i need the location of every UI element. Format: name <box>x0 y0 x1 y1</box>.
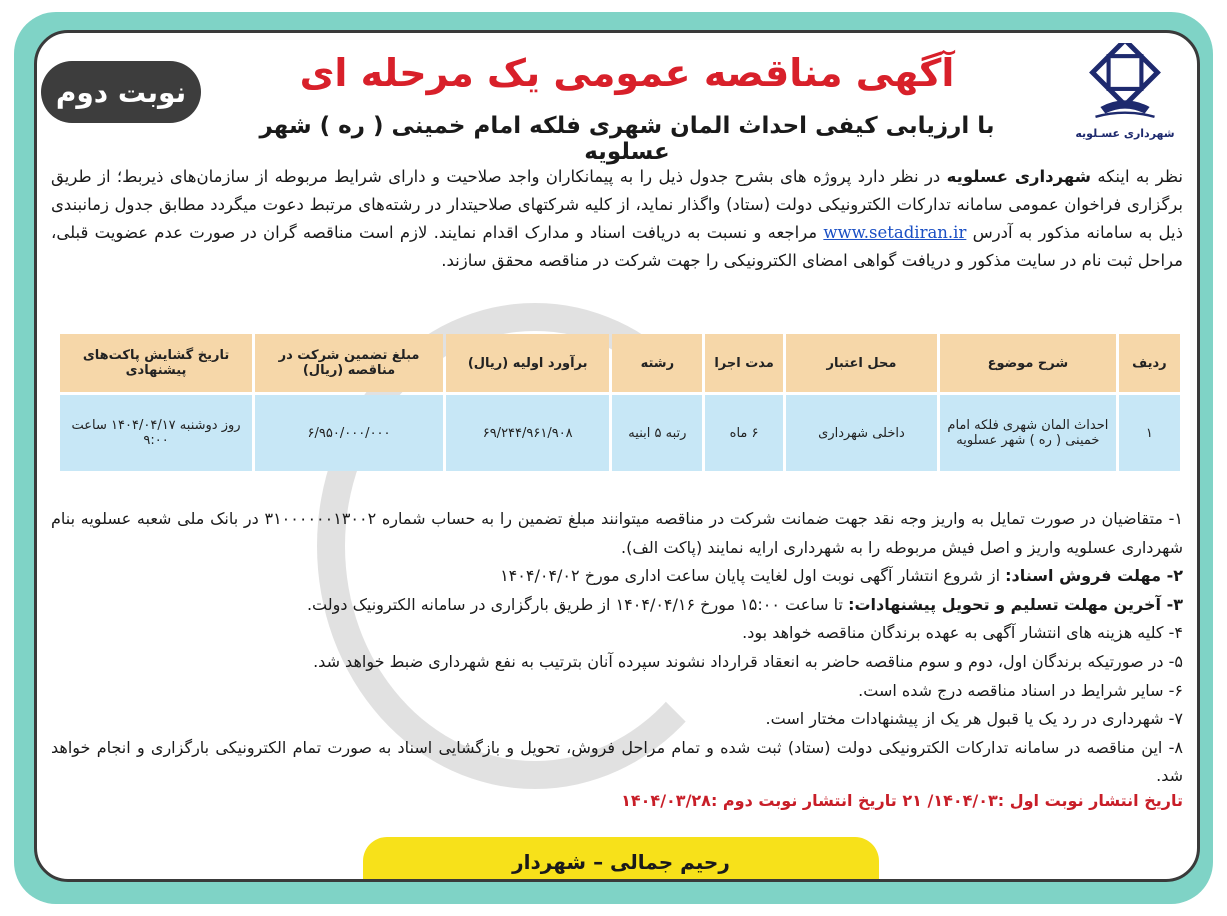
tender-table <box>57 331 1183 474</box>
table-header: رشته <box>612 334 702 392</box>
intro-text-3: مراجعه و نسبت به دریافت اسناد و مدارک اقدام نمایند. لازم است مناقصه گران در صورت عدم عضویت قبلی، مراحل ثبت نام در سایت مذکور و دریافت گواهی امضای الکترونیکی را جهت شرکت در مناقصه محقق سازند. <box>51 223 1183 270</box>
table-header: مدت اجرا <box>705 334 783 392</box>
conditions-list <box>51 505 1183 791</box>
table-cell: داخلی شهرداری <box>786 395 937 471</box>
condition-item: ۸- این مناقصه در سامانه تدارکات الکترونیکی دولت (ستاد) ثبت شده و تمام مراحل فروش، تحویل و بازگشایی اسناد به صورت تمام الکترونیکی بارگزاری و انجام خواهد شد. <box>51 737 1183 786</box>
table-header: محل اعتبار <box>786 334 937 392</box>
table-header: شرح موضوع <box>940 334 1116 392</box>
table-cell: ۶/۹۵۰/۰۰۰/۰۰۰ <box>255 395 443 471</box>
table-cell: روز دوشنبه ۱۴۰۴/۰۴/۱۷ ساعت ۹:۰۰ <box>60 395 252 471</box>
condition-item: ۷- شهرداری در رد یک یا قبول هر یک از پیشنهادات مختار است. <box>765 709 1183 729</box>
table-cell: ۱ <box>1119 395 1180 471</box>
condition-item: ۱- متقاضیان در صورت تمایل به واریز وجه نقد جهت ضمانت شرکت در مناقصه میتوانند مبلغ تضمین را به حساب شماره ۳۱۰۰۰۰۰۰۱۳۰۰۲ در بانک ملی شعبه عسلویه بنام شهرداری عسلویه واریز و اصل فیش مربوطه را به شهرداری ارایه نمایند (پاکت الف). <box>51 509 1183 557</box>
setad-link[interactable]: www.setadiran.ir <box>823 223 967 242</box>
logo-caption: شهرداری عسـلویه <box>1075 127 1175 140</box>
condition-item: ۶- سایر شرایط در اسناد مناقصه درج شده است. <box>858 680 1183 700</box>
condition-label: ۳- آخرین مهلت تسلیم و تحویل پیشنهادات: <box>848 594 1183 614</box>
municipality-logo <box>1075 43 1175 153</box>
condition-item <box>51 591 1183 620</box>
condition-text: تا ساعت ۱۵:۰۰ مورخ ۱۴۰۴/۰۴/۱۶ از طریق بارگزاری در سامانه الکترونیک دولت. <box>306 594 843 614</box>
intro-text-2: در نظر دارد پروژه های بشرح جدول ذیل را به پیمانکاران واجد صلاحیت و دارای شرایط مربوطه از سازمان‌های ذیربط؛ از طریق برگزاری فراخوان عمومی سامانه تدارکات الکترونیکی دولت (ستاد) واگذار نماید، از کلیه شرکتهای صلاحیتدار در رشته‌های مرتبط دعوت میگردد مطابق جدول زمانبندی ذیل به سامانه مذکور به آدرس <box>51 167 1183 242</box>
intro-paragraph <box>51 163 1183 275</box>
round-badge: نوبت دوم <box>41 61 201 123</box>
table-header: برآورد اولیه (ریال) <box>446 334 609 392</box>
table-cell: احداث المان شهری فلکه امام خمینی ( ره ) شهر عسلویه <box>940 395 1116 471</box>
table-header: مبلغ تضمین شرکت در مناقصه (ریال) <box>255 334 443 392</box>
intro-org-name: شهرداری عسلویه <box>946 167 1092 186</box>
table-header-row <box>60 334 1180 392</box>
table-cell: ۶ ماه <box>705 395 783 471</box>
condition-item: ۴- کلیه هزینه های انتشار آگهی به عهده برندگان مناقصه خواهد بود. <box>742 623 1183 643</box>
notice-card <box>34 30 1200 882</box>
logo-knot-icon <box>1084 43 1166 125</box>
notice-subtitle: با ارزیابی کیفی احداث المان شهری فلکه امام خمینی ( ره ) شهر عسلویه <box>259 113 995 165</box>
condition-item: ۵- در صورتیکه برندگان اول، دوم و سوم مناقصه حاضر به انعقاد قرارداد نشوند سپرده آنان بترتیب به نفع شهرداری ضبط خواهد شد. <box>313 651 1183 671</box>
signature-band: رحیم جمالی – شهردار <box>363 837 879 882</box>
condition-item <box>51 562 1183 591</box>
table-header: تاریخ گشایش پاکت‌های پیشنهادی <box>60 334 252 392</box>
table-header: ردیف <box>1119 334 1180 392</box>
table-cell: ۶۹/۲۴۴/۹۶۱/۹۰۸ <box>446 395 609 471</box>
condition-text: از شروع انتشار آگهی نوبت اول لغایت پایان ساعت اداری مورخ ۱۴۰۴/۰۴/۰۲ <box>500 566 1001 586</box>
table-row <box>60 395 1180 471</box>
intro-text-1: نظر به اینکه <box>1097 167 1183 186</box>
notice-title: آگهی مناقصه عمومی یک مرحله ای <box>299 51 955 95</box>
publication-dates: تاریخ انتشار نوبت اول :۱۴۰۴/۰۳/ ۲۱ تاریخ انتشار نوبت دوم :۱۴۰۴/۰۳/۲۸ <box>621 791 1183 810</box>
condition-label: ۲- مهلت فروش اسناد: <box>1005 566 1183 586</box>
table-cell: رتبه ۵ ابنیه <box>612 395 702 471</box>
